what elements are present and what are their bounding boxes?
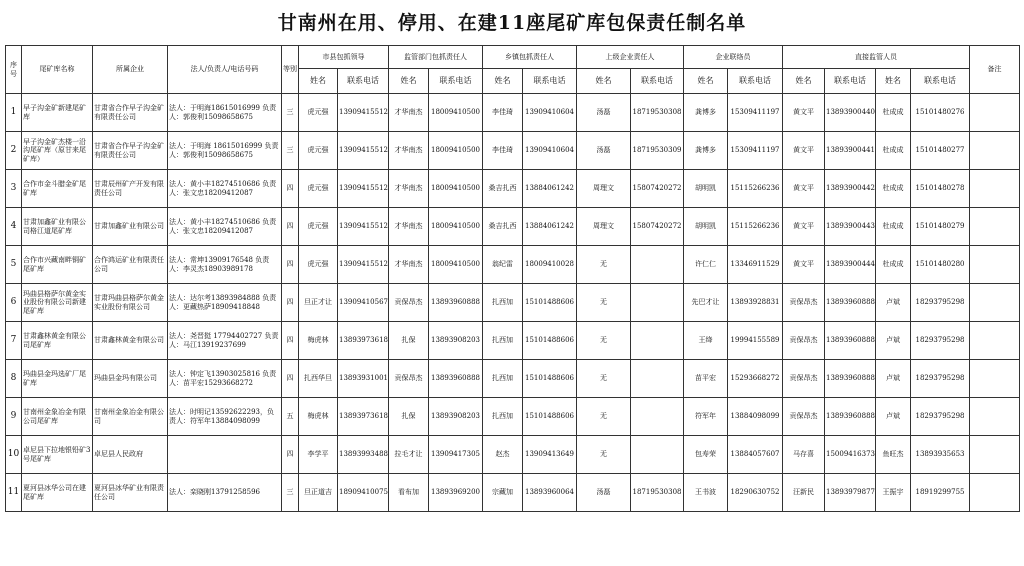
cell-d1-n: 黄文平: [783, 132, 825, 170]
cell-name: 早子沟金矿杰楼一沿沟尾矿库（原甘来尾矿库）: [22, 132, 93, 170]
subheader-name: 姓名: [684, 69, 728, 94]
cell-remark: [970, 322, 1020, 360]
table-row: [6, 360, 1020, 398]
cell-up-n: 无: [577, 360, 631, 398]
cell-d1-p: 13893960888: [825, 284, 876, 322]
cell-d2-n: 杜成成: [876, 94, 911, 132]
cell-d1-p: 13893900443: [825, 208, 876, 246]
cell-d2-p: 18919299755: [911, 474, 970, 512]
cell-city-p: 13909415512: [338, 246, 389, 284]
cell-d1-n: 汪新民: [783, 474, 825, 512]
cell-d2-n: 杜成成: [876, 246, 911, 284]
cell-con-p: 18290630752: [728, 474, 783, 512]
cell-remark: [970, 360, 1020, 398]
subheader-name: 姓名: [389, 69, 429, 94]
cell-sup-p: 13893908203: [429, 398, 483, 436]
cell-town-n: 宗藏加: [483, 474, 523, 512]
cell-seq: 1: [6, 94, 22, 132]
cell-town-n: 扎西加: [483, 360, 523, 398]
cell-up-p: 18719530308: [631, 474, 684, 512]
cell-up-n: 周理文: [577, 170, 631, 208]
cell-legal: 法人：黄小丰18274510686 负责人：张文忠18209412087: [168, 208, 282, 246]
cell-d2-n: 卢斌: [876, 284, 911, 322]
cell-legal: 法人：于明海18615016999 负责人：郭俊利15098658675: [168, 94, 282, 132]
cell-up-n: 无: [577, 398, 631, 436]
cell-con-n: 包寿荣: [684, 436, 728, 474]
cell-up-n: 无: [577, 246, 631, 284]
cell-d2-p: 18293795298: [911, 322, 970, 360]
cell-con-n: 许仁仁: [684, 246, 728, 284]
cell-sup-n: 才华南杰: [389, 208, 429, 246]
cell-legal: 法人：时明记13592622293，负责人：符军年13884098099: [168, 398, 282, 436]
cell-d2-p: 15101480279: [911, 208, 970, 246]
cell-city-n: 旦正才让: [299, 284, 338, 322]
cell-up-p: 15807420272: [631, 208, 684, 246]
cell-sup-p: 18009410500: [429, 208, 483, 246]
cell-con-p: 19994155589: [728, 322, 783, 360]
cell-city-n: 虎元强: [299, 94, 338, 132]
table-row: [6, 322, 1020, 360]
cell-town-p: 13909413649: [523, 436, 577, 474]
cell-seq: 4: [6, 208, 22, 246]
cell-d1-n: 贡保昂杰: [783, 322, 825, 360]
cell-con-n: 苗平宏: [684, 360, 728, 398]
cell-con-n: 龚博多: [684, 132, 728, 170]
cell-grade: 五: [282, 398, 299, 436]
cell-sup-p: 13893908203: [429, 322, 483, 360]
cell-remark: [970, 132, 1020, 170]
cell-company: 甘肃辰州矿产开发有限责任公司: [93, 170, 168, 208]
subheader-phone: 联系电话: [728, 69, 783, 94]
cell-town-p: 13909410604: [523, 132, 577, 170]
header-seq: 序号: [6, 46, 22, 94]
cell-legal: 法人：黄小丰18274510686 负责人：张文忠18209412087: [168, 170, 282, 208]
header-town: 乡镇包抓责任人: [483, 46, 577, 69]
cell-sup-p: 13893969200: [429, 474, 483, 512]
cell-sup-p: 18009410500: [429, 94, 483, 132]
cell-town-p: 15101488606: [523, 284, 577, 322]
cell-con-p: 15115266236: [728, 208, 783, 246]
cell-up-n: 无: [577, 436, 631, 474]
cell-grade: 四: [282, 360, 299, 398]
table-row: [6, 170, 1020, 208]
cell-name: 合作市金斗腊金矿尾矿库: [22, 170, 93, 208]
cell-d1-n: 贡保昂杰: [783, 360, 825, 398]
cell-town-n: 李佳琦: [483, 132, 523, 170]
table-row: [6, 132, 1020, 170]
cell-seq: 5: [6, 246, 22, 284]
cell-town-p: 13884061242: [523, 208, 577, 246]
cell-legal: 法人：于明海 18615016999 负责人：郭俊利15098658675: [168, 132, 282, 170]
cell-city-p: 13909415512: [338, 132, 389, 170]
cell-company: 卓尼县人民政府: [93, 436, 168, 474]
cell-city-n: 李学平: [299, 436, 338, 474]
cell-up-n: 汤磊: [577, 474, 631, 512]
cell-d1-n: 贡保昂杰: [783, 398, 825, 436]
cell-sup-n: 看布加: [389, 474, 429, 512]
cell-legal: [168, 436, 282, 474]
cell-legal: 法人：钟定飞13903025816 负责人：苗平宏15293668272: [168, 360, 282, 398]
cell-legal: 法人：达尔考13893984888 负责人：更藏热萨18909418848: [168, 284, 282, 322]
cell-d1-p: 13893900440: [825, 94, 876, 132]
cell-d2-p: 18293795298: [911, 284, 970, 322]
subheader-name: 姓名: [783, 69, 825, 94]
cell-con-p: 15293668272: [728, 360, 783, 398]
cell-city-n: 梅虎林: [299, 398, 338, 436]
cell-d2-p: 18293795298: [911, 398, 970, 436]
cell-name: 早子沟金矿新建尾矿库: [22, 94, 93, 132]
cell-d2-p: 15101480277: [911, 132, 970, 170]
table-row: [6, 436, 1020, 474]
cell-d2-n: 杜成成: [876, 208, 911, 246]
table-row: [6, 398, 1020, 436]
cell-sup-n: 才华南杰: [389, 170, 429, 208]
cell-remark: [970, 246, 1020, 284]
cell-d2-n: 鱼旺杰: [876, 436, 911, 474]
cell-con-n: 胡明凯: [684, 208, 728, 246]
subheader-phone: 联系电话: [825, 69, 876, 94]
cell-con-n: 龚博多: [684, 94, 728, 132]
cell-sup-n: 贡保昂杰: [389, 284, 429, 322]
cell-up-p: [631, 360, 684, 398]
subheader-phone: 联系电话: [523, 69, 577, 94]
header-company: 所属企业: [93, 46, 168, 94]
cell-city-n: 虎元强: [299, 132, 338, 170]
cell-city-p: 13909415512: [338, 94, 389, 132]
table-row: [6, 284, 1020, 322]
cell-name: 合作市兴藏南畔铜矿尾矿库: [22, 246, 93, 284]
cell-remark: [970, 398, 1020, 436]
cell-city-p: 13893993488: [338, 436, 389, 474]
table-row: [6, 474, 1020, 512]
subheader-name: 姓名: [299, 69, 338, 94]
cell-sup-n: 拉毛才让: [389, 436, 429, 474]
cell-d1-n: 黄文平: [783, 208, 825, 246]
table-row: [6, 94, 1020, 132]
cell-d2-n: 王振宇: [876, 474, 911, 512]
cell-up-n: 无: [577, 284, 631, 322]
cell-grade: 四: [282, 246, 299, 284]
cell-d2-n: 卢斌: [876, 322, 911, 360]
cell-d1-n: 黄文平: [783, 94, 825, 132]
cell-city-n: 旦正道吉: [299, 474, 338, 512]
cell-company: 甘南州金象冶金有限公司: [93, 398, 168, 436]
cell-up-p: 18719530308: [631, 94, 684, 132]
subheader-phone: 联系电话: [429, 69, 483, 94]
header-upper: 上级企业责任人: [577, 46, 684, 69]
subheader-phone: 联系电话: [338, 69, 389, 94]
header-direct: 直接监管人员: [783, 46, 970, 69]
subheader-name: 姓名: [876, 69, 911, 94]
cell-remark: [970, 474, 1020, 512]
cell-con-p: 15309411197: [728, 94, 783, 132]
cell-d2-n: 杜成成: [876, 132, 911, 170]
cell-town-p: 15101488606: [523, 398, 577, 436]
cell-con-n: 符军年: [684, 398, 728, 436]
subheader-name: 姓名: [577, 69, 631, 94]
cell-town-p: 15101488606: [523, 322, 577, 360]
cell-d1-p: 13893900441: [825, 132, 876, 170]
cell-up-p: 15807420272: [631, 170, 684, 208]
header-supervise: 监管部门包抓责任人: [389, 46, 483, 69]
cell-town-n: 桑吉扎西: [483, 170, 523, 208]
cell-seq: 6: [6, 284, 22, 322]
cell-d1-n: 黄文平: [783, 246, 825, 284]
cell-up-p: [631, 322, 684, 360]
cell-legal: 法人：尧晋挺 17794402727 负责人：马江13919237699: [168, 322, 282, 360]
cell-d1-p: 13893979877: [825, 474, 876, 512]
cell-con-p: 13893928831: [728, 284, 783, 322]
cell-name: 玛曲县金玛选矿厂尾矿库: [22, 360, 93, 398]
cell-remark: [970, 436, 1020, 474]
cell-company: 夏河县冰华矿业有限责任公司: [93, 474, 168, 512]
cell-con-p: 15115266236: [728, 170, 783, 208]
cell-d1-p: 13893960888: [825, 322, 876, 360]
header-name: 尾矿库名称: [22, 46, 93, 94]
cell-grade: 四: [282, 436, 299, 474]
cell-d2-n: 卢斌: [876, 360, 911, 398]
cell-town-n: 翁纪雷: [483, 246, 523, 284]
cell-sup-n: 扎保: [389, 398, 429, 436]
header-remark: 备注: [970, 46, 1020, 94]
cell-seq: 8: [6, 360, 22, 398]
cell-seq: 7: [6, 322, 22, 360]
cell-name: 玛曲县格萨尔黄金实业股份有限公司新建尾矿库: [22, 284, 93, 322]
cell-grade: 四: [282, 208, 299, 246]
cell-up-n: 汤磊: [577, 132, 631, 170]
cell-d1-p: 13893960888: [825, 360, 876, 398]
cell-town-p: 13893960064: [523, 474, 577, 512]
cell-d2-n: 杜成成: [876, 170, 911, 208]
cell-grade: 四: [282, 284, 299, 322]
cell-seq: 9: [6, 398, 22, 436]
cell-company: 甘肃鑫林黄金有限公司: [93, 322, 168, 360]
subheader-phone: 联系电话: [631, 69, 684, 94]
cell-up-p: [631, 246, 684, 284]
cell-grade: 四: [282, 170, 299, 208]
cell-sup-p: 13893960888: [429, 360, 483, 398]
cell-company: 甘肃玛曲县格萨尔黄金实业股份有限公司: [93, 284, 168, 322]
header-legal: 法人/负责人/电话号码: [168, 46, 282, 94]
cell-company: 合作鸿运矿业有限责任公司: [93, 246, 168, 284]
cell-sup-n: 才华南杰: [389, 246, 429, 284]
cell-town-n: 李佳琦: [483, 94, 523, 132]
cell-name: 卓尼县下拉地银铅矿3号尾矿库: [22, 436, 93, 474]
cell-d1-p: 15009416373: [825, 436, 876, 474]
cell-legal: 法人：栾晓刚13791258596: [168, 474, 282, 512]
document-title: 甘南州在用、停用、在建11座尾矿库包保责任制名单: [277, 12, 747, 34]
cell-sup-n: 贡保昂杰: [389, 360, 429, 398]
cell-town-n: 扎西加: [483, 322, 523, 360]
cell-city-n: 虎元强: [299, 170, 338, 208]
cell-d1-p: 13893900444: [825, 246, 876, 284]
cell-city-n: 虎元强: [299, 208, 338, 246]
cell-con-n: 王书波: [684, 474, 728, 512]
header-city: 市县包抓领导: [299, 46, 389, 69]
responsibility-table: [5, 45, 1020, 512]
cell-legal: 法人：常坤13909176548 负责人：李灵杰18903989178: [168, 246, 282, 284]
cell-town-n: 扎西加: [483, 284, 523, 322]
cell-grade: 三: [282, 132, 299, 170]
cell-city-n: 扎西华旦: [299, 360, 338, 398]
cell-grade: 四: [282, 322, 299, 360]
cell-d2-p: 18293795298: [911, 360, 970, 398]
cell-con-p: 15309411197: [728, 132, 783, 170]
cell-city-n: 梅虎林: [299, 322, 338, 360]
header-contact: 企业联络员: [684, 46, 783, 69]
cell-up-n: 周理文: [577, 208, 631, 246]
cell-d2-p: 15101480278: [911, 170, 970, 208]
cell-name: 甘肃加鑫矿业有限公司格江道尾矿库: [22, 208, 93, 246]
cell-city-p: 13909415512: [338, 170, 389, 208]
cell-seq: 2: [6, 132, 22, 170]
cell-remark: [970, 170, 1020, 208]
cell-seq: 11: [6, 474, 22, 512]
cell-d2-p: 15101480276: [911, 94, 970, 132]
cell-company: 甘肃省合作早子沟金矿有限责任公司: [93, 132, 168, 170]
cell-town-p: 13909410604: [523, 94, 577, 132]
cell-sup-p: 13893960888: [429, 284, 483, 322]
cell-name: 夏河县冰华公司在建尾矿库: [22, 474, 93, 512]
cell-city-p: 13893973618: [338, 398, 389, 436]
cell-town-n: 桑吉扎西: [483, 208, 523, 246]
cell-remark: [970, 284, 1020, 322]
cell-city-p: 13893931001: [338, 360, 389, 398]
subheader-name: 姓名: [483, 69, 523, 94]
cell-sup-p: 13909417305: [429, 436, 483, 474]
subheader-phone: 联系电话: [911, 69, 970, 94]
cell-d1-p: 13893960888: [825, 398, 876, 436]
cell-con-p: 13346911529: [728, 246, 783, 284]
cell-d1-n: 贡保昂杰: [783, 284, 825, 322]
cell-con-p: 13884057607: [728, 436, 783, 474]
cell-d2-p: 13893935653: [911, 436, 970, 474]
cell-sup-n: 才华南杰: [389, 132, 429, 170]
cell-city-p: 13909410567: [338, 284, 389, 322]
cell-sup-n: 才华南杰: [389, 94, 429, 132]
cell-up-p: 18719530309: [631, 132, 684, 170]
cell-up-n: 无: [577, 322, 631, 360]
cell-town-n: 赵杰: [483, 436, 523, 474]
cell-d2-p: 15101480280: [911, 246, 970, 284]
cell-grade: 三: [282, 474, 299, 512]
table-row: [6, 208, 1020, 246]
cell-seq: 10: [6, 436, 22, 474]
cell-name: 甘肃鑫林黄金有限公司尾矿库: [22, 322, 93, 360]
cell-city-p: 18909410075: [338, 474, 389, 512]
cell-company: 玛曲县金玛有限公司: [93, 360, 168, 398]
cell-up-p: [631, 284, 684, 322]
cell-sup-p: 18009410500: [429, 246, 483, 284]
cell-sup-p: 18009410500: [429, 132, 483, 170]
cell-d2-n: 卢斌: [876, 398, 911, 436]
cell-con-n: 胡明凯: [684, 170, 728, 208]
cell-name: 甘南州金象冶金有限公司尾矿库: [22, 398, 93, 436]
cell-remark: [970, 208, 1020, 246]
cell-d1-n: 黄文平: [783, 170, 825, 208]
cell-company: 甘肃省合作早子沟金矿有限责任公司: [93, 94, 168, 132]
cell-con-p: 13884098099: [728, 398, 783, 436]
cell-con-n: 先巴才让: [684, 284, 728, 322]
cell-city-p: 13893973618: [338, 322, 389, 360]
cell-sup-p: 18009410500: [429, 170, 483, 208]
cell-town-p: 13884061242: [523, 170, 577, 208]
cell-city-n: 虎元强: [299, 246, 338, 284]
cell-d1-n: 马存喜: [783, 436, 825, 474]
cell-town-p: 15101488606: [523, 360, 577, 398]
cell-sup-n: 扎保: [389, 322, 429, 360]
cell-up-p: [631, 436, 684, 474]
cell-con-n: 王绛: [684, 322, 728, 360]
cell-city-p: 13909415512: [338, 208, 389, 246]
cell-remark: [970, 94, 1020, 132]
cell-town-n: 扎西加: [483, 398, 523, 436]
header-grade: 等别: [282, 46, 299, 94]
cell-up-n: 汤磊: [577, 94, 631, 132]
cell-seq: 3: [6, 170, 22, 208]
table-row: [6, 246, 1020, 284]
cell-up-p: [631, 398, 684, 436]
cell-d1-p: 13893900442: [825, 170, 876, 208]
cell-company: 甘肃加鑫矿业有限公司: [93, 208, 168, 246]
cell-town-p: 18009410028: [523, 246, 577, 284]
cell-grade: 三: [282, 94, 299, 132]
